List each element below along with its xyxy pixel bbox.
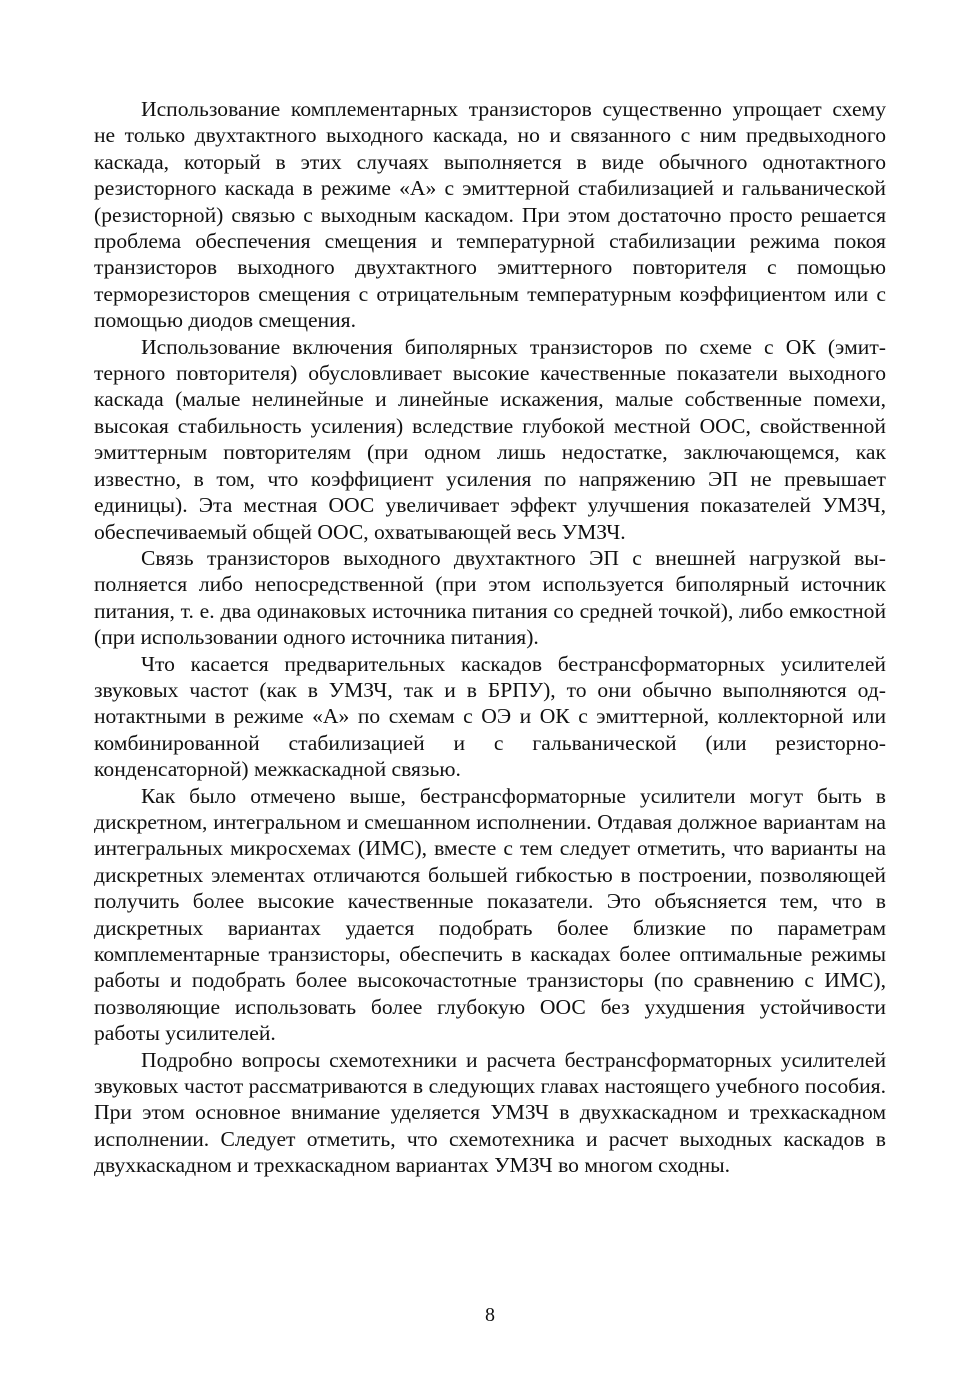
paragraph-2: Использование включения биполярных транзисторов по схеме с ОК (эмиттерного повторителя) обусловливает высокие качественные показатели выходного каскада (малые нелинейные и линейные искажения, малые собственные помехи, высокая стабильность усиления) вследствие глубокой местной ООС, свойственной эмиттерным повторителям (при одном лишь недостатке, заключающемся, как известно, в том, что коэффициент усиления по напряжению ЭП не превышает единицы). Эта местная ООС увеличивает эффект улучшения показателей УМЗЧ, обеспечиваемый общей ООС, охватывающей весь УМЗЧ. bbox=[94, 334, 886, 544]
body-text bbox=[94, 96, 886, 1179]
page-number: 8 bbox=[485, 1304, 495, 1326]
paragraph-1: Использование комплементарных транзисторов существенно упрощает схему не только двухтактного выходного каскада, но и связанного с ним предвыходного каскада, который в этих случаях выполняется в виде обычного однотактного резисторного каскада в режиме «А» с эмиттерной стабилизацией и гальванической (резисторной) связью с выходным каскадом. При этом достаточно просто решается проблема обеспечения смещения и температурной стабилизации режима покоя транзисторов выходного двухтактного эмиттерного повторителя с помощью терморезисторов смещения с отрицательным температурным коэффициентом или с помощью диодов смещения. bbox=[94, 97, 886, 333]
paragraph-3: Связь транзисторов выходного двухтактного ЭП с внешней нагрузкой выполняется либо непосредственной (при этом используется биполярный источник питания, т. е. два одинаковых источника питания со средней точкой), либо емкостной (при использовании одного источника питания). bbox=[94, 545, 886, 650]
paragraph-6: Подробно вопросы схемотехники и расчета бестрансформаторных усилителей звуковых частот рассматриваются в следующих главах настоящего учебного пособия. При этом основное внимание уделяется УМЗЧ в двухкаскадном и трехкаскадном исполнении. Следует отметить, что схемотехника и расчет выходных каскадов в двухкаскадном и трехкаскадном вариантах УМЗЧ во многом сходны. bbox=[94, 1047, 886, 1178]
paragraph-4: Что касается предварительных каскадов бестрансформаторных усилителей звуковых частот (как в УМЗЧ, так и в БРПУ), то они обычно выполняются однотактными в режиме «А» по схемам с ОЭ и ОК с эмиттерной, коллекторной или комбинированной стабилизацией и с гальванической (или резисторно-конденсаторной) межкаскадной связью. bbox=[94, 651, 886, 782]
paragraph-5: Как было отмечено выше, бестрансформаторные усилители могут быть в дискретном, интегральном и смешанном исполнении. Отдавая должное вариантам на интегральных микросхемах (ИМС), вместе с тем следует отметить, что варианты на дискретных элементах отличаются большей гибкостью в построении, позволяющей получить более высокие качественные показатели. Это объясняется тем, что в дискретных вариантах удается подобрать более близкие по параметрам комплементарные транзисторы, обеспечить в каскадах более оптимальные режимы работы и подобрать более высокочастотные транзисторы (по сравнению с ИМС), позволяющие использовать более глубокую ООС без ухудшения устойчивости работы усилителей. bbox=[94, 783, 886, 1046]
